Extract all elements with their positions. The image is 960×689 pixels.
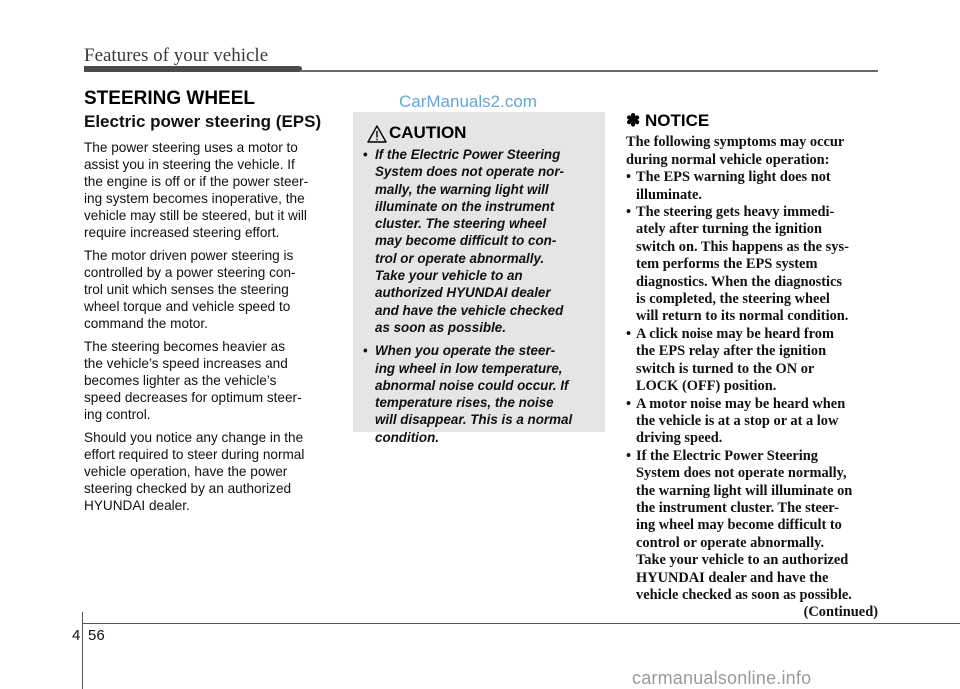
notice-item: • The steering gets heavy immedi- ately after turning the ignition switch on. This happens as the sys- tem performs the EPS system diagnostics. When the diagnostics is completed, the steering wheel will return to its normal condition.: [626, 204, 849, 325]
notice-column: [626, 112, 878, 622]
notice-item: • A click noise may be heard from the EPS relay after the ignition switch is turned to the ON or LOCK (OFF) position.: [626, 325, 834, 395]
paragraph: The power steering uses a motor to assist you in steering the vehicle. If the engine is off or if the power steer- ing system becomes inoperative, the vehicle may still be steered, but it will require increased steering effort.: [84, 140, 309, 240]
notice-symbol-icon: ✽: [626, 111, 641, 130]
notice-item-text: The EPS warning light does not illuminate.: [636, 169, 831, 203]
notice-item-text: A motor noise may be heard when the vehicle is at a stop or at a low driving speed.: [636, 395, 846, 447]
section-heading: STEERING WHEEL: [84, 88, 256, 109]
notice-intro: The following symptoms may occur during normal vehicle operation:: [626, 134, 845, 168]
caution-item: • If the Electric Power Steering System does not operate nor- mally, the warning light will illuminate on the instrument cluster. The steering wheel may become difficult to con- trol or operate abnormally. Take your vehicle to an authorized HYUNDAI dealer and have the vehicle checked as soon as possible.: [363, 147, 564, 335]
footer-horizontal-rule: [82, 623, 960, 624]
caution-title: CAUTION: [389, 123, 467, 142]
caution-item-text: If the Electric Power Steering System does not operate nor- mally, the warning light will illuminate on the instrument cluster. The steering wheel may become difficult to con- trol or operate abnormally. Take your vehicle to an authorized HYUNDAI dealer and have the vehicle checked as soon as possible.: [375, 147, 564, 335]
chapter-number: 4: [72, 627, 81, 644]
header-rule-thick: [84, 66, 302, 72]
caution-list: [361, 146, 601, 452]
caution-box: [353, 112, 605, 445]
footer-watermark: carmanualsonline.info: [632, 668, 812, 688]
watermark-link[interactable]: CarManuals2.com: [399, 92, 537, 111]
warning-triangle-icon: [367, 125, 387, 143]
notice-item: • A motor noise may be heard when the vehicle is at a stop or at a low driving speed.: [626, 395, 846, 447]
continued-label: (Continued): [803, 604, 878, 621]
page-number: 56: [88, 627, 105, 644]
notice-item-text: A click noise may be heard from the EPS relay after the ignition switch is turned to the ON or LOCK (OFF) position.: [636, 325, 834, 395]
page-header-title: Features of your vehicle: [84, 45, 269, 66]
caution-item: • When you operate the steer- ing wheel in low temperature, abnormal noise could occur. If temperature rises, the noise will disappear. This is a normal condition.: [363, 343, 573, 445]
notice-title: NOTICE: [644, 111, 710, 130]
notice-header: [626, 112, 878, 129]
paragraph: The steering becomes heavier as the vehicle’s speed increases and becomes lighter as the vehicle’s speed decreases for optimum steer- ing control.: [84, 339, 302, 422]
subheading: Electric power steering (EPS): [84, 112, 322, 131]
main-column: [84, 112, 335, 520]
notice-item: • If the Electric Power Steering System does not operate normally, the warning light will illuminate on the instrument cluster. The steer- ing wheel may become difficult to control or operate abnormally. Take your vehicle to an authorized HYUNDAI dealer and have the vehicle checked as soon as possible.: [626, 447, 853, 603]
notice-item-text: If the Electric Power Steering System does not operate normally, the warning light will illuminate on the instrument cluster. The steer- ing wheel may become difficult to control or operate abnormally. Take your vehicle to an authorized HYUNDAI dealer and have the vehicle checked as soon as possible.: [636, 447, 853, 603]
header-rule-thin: [300, 70, 878, 72]
paragraph: Should you notice any change in the effort required to steer during normal vehicle operation, have the power steering checked by an authorized HYUNDAI dealer.: [84, 430, 305, 513]
notice-item: • The EPS warning light does not illuminate.: [626, 169, 831, 203]
caution-item-text: When you operate the steer- ing wheel in low temperature, abnormal noise could occur. If temperature rises, the noise will disappear. This is a normal condition.: [375, 343, 573, 445]
paragraph: The motor driven power steering is controlled by a power steering con- trol unit which senses the steering wheel torque and vehicle speed to command the motor.: [84, 248, 296, 331]
notice-item-text: The steering gets heavy immedi- ately after turning the ignition switch on. This happens as the sys- tem performs the EPS system diagnostics. When the diagnostics is completed, the steering wheel will return to its normal condition.: [636, 204, 849, 325]
